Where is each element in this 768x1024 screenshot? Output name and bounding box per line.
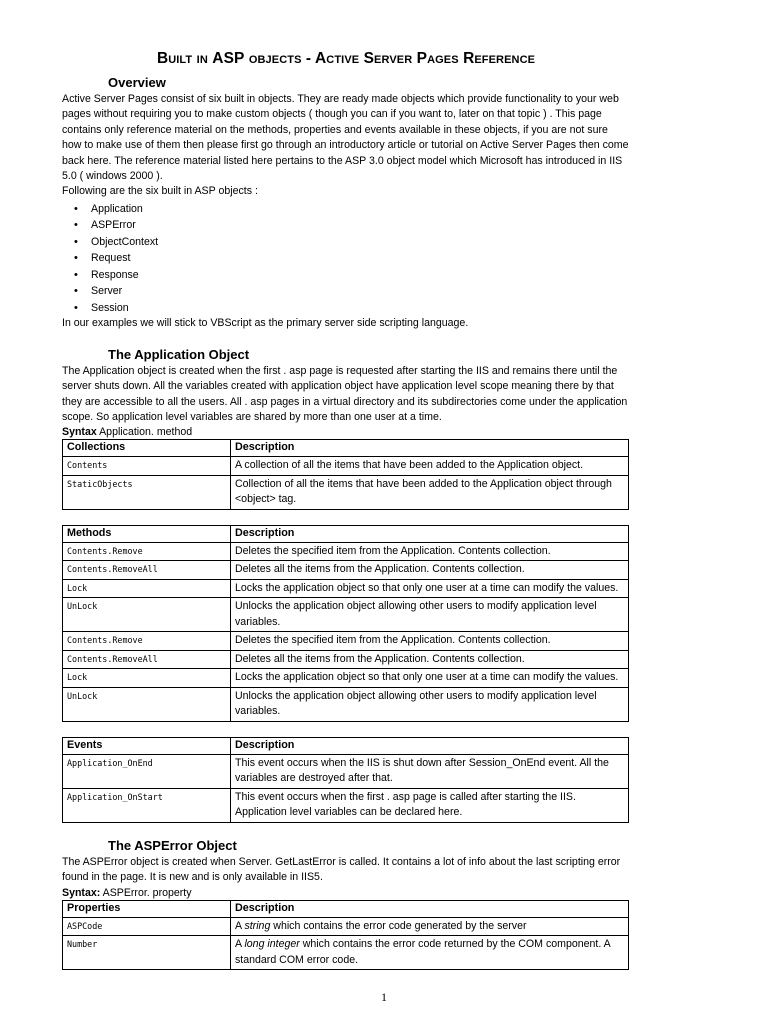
application-syntax [62, 425, 630, 439]
title-part-3: objects - Active Server Pages Reference [244, 50, 536, 67]
list-item: • Application [74, 201, 630, 218]
table-row [63, 632, 629, 651]
list-item: • Server [74, 283, 630, 300]
member-description: This event occurs when the IIS is shut down after Session_OnEnd event. All the variables are destroyed after that. [231, 754, 629, 788]
application-heading: The Application Object [108, 346, 250, 362]
list-item: • ObjectContext [74, 234, 630, 251]
table-row [63, 542, 629, 561]
member-description: Unlocks the application object allowing other users to modify application level variables. [231, 598, 629, 632]
member-name: Application_OnEnd [63, 754, 231, 788]
member-name: UnLock [63, 687, 231, 721]
member-description: Deletes the specified item from the Application. Contents collection. [231, 542, 629, 561]
syntax-value: ASPError. property [100, 886, 192, 899]
overview-paragraph: Active Server Pages consist of six built in objects. They are ready made objects which provide functionality to your web pages without requiring you to make custom objects ( though you can if you want to, later on that topic ) . This page contains only reference material on the methods, properties and events available in these objects, if you are not sure how to make use of them then please first go through an introductory article or tutorial on Active Server Pages then come back here. The reference material listed here pertains to the ASP 3.0 object model which Microsoft has introduced in IIS 5.0 ( windows 2000 ). [62, 93, 629, 183]
title-part-1: Built in [156, 50, 213, 67]
member-name: Contents.Remove [63, 632, 231, 651]
syntax-label: Syntax [62, 426, 97, 439]
syntax-value: Application. method [96, 426, 193, 439]
member-name: Lock [63, 579, 231, 598]
table-row [63, 936, 629, 970]
list-item: • Request [74, 250, 630, 267]
member-description: A string which contains the error code generated by the server [231, 917, 629, 936]
list-item: • ASPError [74, 217, 630, 234]
member-description: This event occurs when the first . asp page is called after starting the IIS. Application level variables can be declared here. [231, 788, 629, 822]
member-description: Unlocks the application object allowing other users to modify application level variables. [231, 687, 629, 721]
member-description: Deletes all the items from the Application. Contents collection. [231, 650, 629, 669]
asperror-paragraph: The ASPError object is created when Server. GetLastError is called. It contains a lot of info about the last scripting error found in the page. It is new and is only available in IIS5. [62, 855, 621, 884]
table-header: Events [63, 737, 231, 754]
table-row [63, 917, 629, 936]
member-name: Contents.Remove [63, 542, 231, 561]
member-name: Number [63, 936, 231, 970]
table-header: Methods [63, 525, 231, 542]
overview-heading: Overview [108, 75, 166, 90]
title-part-2: ASP [212, 50, 245, 67]
table-header: Description [231, 900, 629, 917]
events-table [62, 737, 629, 823]
member-name: Contents.RemoveAll [63, 561, 231, 580]
table-row [63, 457, 629, 476]
table-row [63, 687, 629, 721]
document-title [62, 50, 630, 68]
table-row [63, 475, 629, 509]
list-item: • Response [74, 267, 630, 284]
member-description: A collection of all the items that have been added to the Application object. [231, 457, 629, 476]
collections-table [62, 439, 629, 510]
member-description: Locks the application object so that only one user at a time can modify the values. [231, 579, 629, 598]
member-name: Lock [63, 669, 231, 688]
properties-table [62, 900, 629, 971]
table-row [63, 788, 629, 822]
member-description: Deletes the specified item from the Application. Contents collection. [231, 632, 629, 651]
methods-table [62, 525, 629, 722]
member-description: A long integer which contains the error code returned by the COM component. A standard COM error code. [231, 936, 629, 970]
member-description: Collection of all the items that have been added to the Application object through <object> tag. [231, 475, 629, 509]
objects-list-intro: Following are the six built in ASP objects : [62, 185, 258, 198]
document-page [62, 50, 630, 970]
member-name: StaticObjects [63, 475, 231, 509]
member-name: Contents.RemoveAll [63, 650, 231, 669]
asperror-heading: The ASPError Object [108, 837, 237, 853]
table-row [63, 650, 629, 669]
syntax-label: Syntax: [62, 886, 101, 899]
table-row [63, 669, 629, 688]
table-row [63, 754, 629, 788]
page-number: 1 [381, 990, 387, 1004]
member-name: Application_OnStart [63, 788, 231, 822]
member-name: Contents [63, 457, 231, 476]
asperror-syntax [62, 886, 630, 900]
application-paragraph: The Application object is created when the first . asp page is requested after starting the IIS and remains there until the server shuts down. All the variables created with application object have application level scope meaning there by that they are accessible to all the users. All . asp pages in a virtual directory and its subdirectories come under the application scope. So application level variables are shared by more than one user at a time. [62, 364, 628, 423]
table-row [63, 579, 629, 598]
table-header: Description [231, 737, 629, 754]
member-name: UnLock [63, 598, 231, 632]
table-header: Description [231, 525, 629, 542]
table-header: Properties [63, 900, 231, 917]
member-name: ASPCode [63, 917, 231, 936]
member-description: Locks the application object so that only one user at a time can modify the values. [231, 669, 629, 688]
member-description: Deletes all the items from the Application. Contents collection. [231, 561, 629, 580]
table-header: Description [231, 440, 629, 457]
overview-closing: In our examples we will stick to VBScript as the primary server side scripting language. [62, 317, 469, 330]
list-item: • Session [74, 300, 630, 317]
objects-list [62, 201, 630, 317]
table-header: Collections [63, 440, 231, 457]
table-row [63, 598, 629, 632]
table-row [63, 561, 629, 580]
